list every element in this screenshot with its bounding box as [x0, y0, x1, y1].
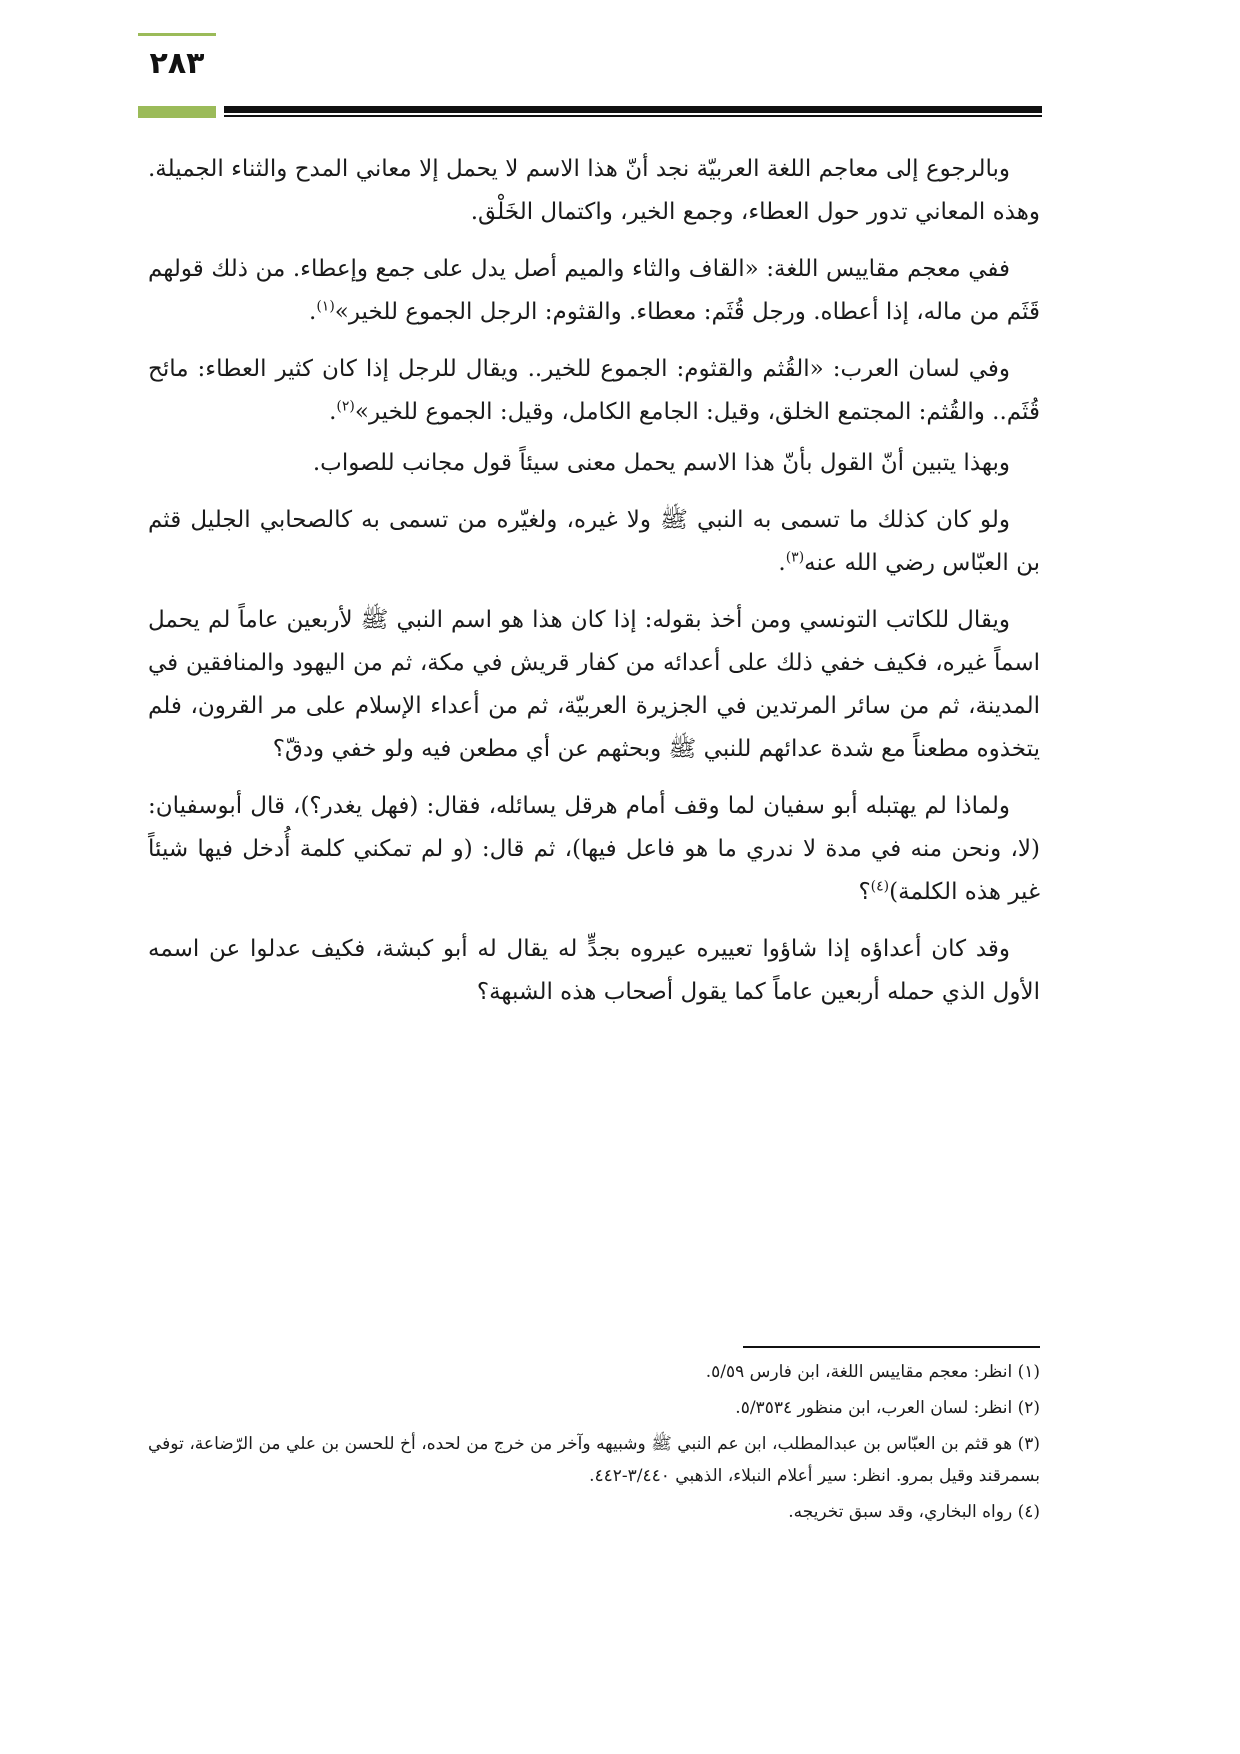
body-text [148, 148, 1040, 1028]
paragraph-text: ولو كان كذلك ما تسمى به النبي ﷺ ولا غيره، ولغيّره من تسمى به كالصحابي الجليل قثم بن العبّاس رضي الله عنه [148, 507, 1040, 576]
paragraph-tail: ؟ [858, 879, 871, 905]
paragraph [148, 248, 1040, 334]
paragraph [148, 499, 1040, 585]
footnotes [148, 1356, 1040, 1532]
paragraph-text: ولماذا لم يهتبله أبو سفيان لما وقف أمام هرقل يسائله، فقال: (فهل يغدر؟)، قال أبوسفيان: (لا، ونحن منه في مدة لا ندري ما هو فاعل فيها)، ثم قال: (و لم تمكني كلمة أُدخل فيها شيئاً غير هذه الكلمة) [148, 793, 1040, 905]
footnote-ref[interactable]: (٣) [785, 549, 805, 566]
paragraph [148, 928, 1040, 1014]
paragraph-tail: . [329, 399, 337, 425]
paragraph [148, 785, 1040, 914]
paragraph-tail: . [309, 299, 317, 325]
paragraph [148, 599, 1040, 771]
paragraph-text: ففي معجم مقاييس اللغة: «القاف والثاء والميم أصل يدل على جمع وإعطاء. من ذلك قولهم قَثَم من ماله، إذا أعطاه. ورجل قُثَم: معطاء. والقثوم: الرجل الجموع للخير» [148, 256, 1040, 325]
header-rule-thick [224, 106, 1042, 113]
paragraph-text: وفي لسان العرب: «القُثم والقثوم: الجموع للخير.. ويقال للرجل إذا كان كثير العطاء: مائح قُثَم.. والقُثم: المجتمع الخلق، وقيل: الجامع الكامل، وقيل: الجموع للخير» [148, 356, 1040, 425]
header-top-accent [138, 33, 216, 36]
paragraph [148, 442, 1040, 485]
paragraph-tail: . [778, 550, 786, 576]
footnote: (١) انظر: معجم مقاييس اللغة، ابن فارس ٥/٥٩. [705, 1362, 1040, 1382]
footnote-ref[interactable]: (١) [316, 298, 335, 315]
footnote-separator [743, 1346, 1040, 1348]
footnote: (٣) هو قثم بن العبّاس بن عبدالمطلب، ابن عم النبي ﷺ وشبيهه وآخر من خرج من لحده، أخ للحسن بن علي من الرّضاعة، توفي بسمرقند وقيل بمرو. انظر: سير أعلام النبلاء، الذهبي ٣/٤٤٠-٤٤٢. [148, 1434, 1040, 1486]
footnote-ref[interactable]: (٢) [336, 398, 355, 415]
paragraph-text: ويقال للكاتب التونسي ومن أخذ بقوله: إذا كان هذا هو اسم النبي ﷺ لأربعين عاماً لم يحمل اسماً غيره، فكيف خفي ذلك على أعدائه من كفار قريش في مكة، ثم من اليهود والمنافقين في المدينة، ثم من سائر المرتدين في الجزيرة العربيّة، ثم من أعداء الإسلام على مر القرون، فلم يتخذوه مطعناً مع شدة عدائهم للنبي ﷺ وبحثهم عن أي مطعن فيه ولو خفي ودقّ؟ [148, 607, 1040, 762]
footnote: (٢) انظر: لسان العرب، ابن منظور ٥/٣٥٣٤. [735, 1398, 1040, 1418]
footnote: (٤) رواه البخاري، وقد سبق تخريجه. [788, 1502, 1040, 1522]
page-number: ٢٨٣ [149, 46, 205, 81]
footnote-ref[interactable]: (٤) [870, 878, 890, 895]
paragraph [148, 148, 1040, 234]
paragraph-text: وبالرجوع إلى معاجم اللغة العربيّة نجد أنّ هذا الاسم لا يحمل إلا معاني المدح والثناء الجميلة. وهذه المعاني تدور حول العطاء، وجمع الخير، واكتمال الخَلْق. [148, 156, 1040, 225]
paragraph-text: وقد كان أعداؤه إذا شاؤوا تعييره عيروه بجدٍّ له يقال له أبو كبشة، فكيف عدلوا عن اسمه الأول الذي حمله أربعين عاماً كما يقول أصحاب هذه الشبهة؟ [148, 936, 1040, 1005]
header-rule-thin [224, 115, 1042, 117]
header-accent-bar [138, 106, 216, 118]
paragraph [148, 348, 1040, 434]
paragraph-text: وبهذا يتبين أنّ القول بأنّ هذا الاسم يحمل معنى سيئاً قول مجانب للصواب. [312, 450, 1010, 476]
